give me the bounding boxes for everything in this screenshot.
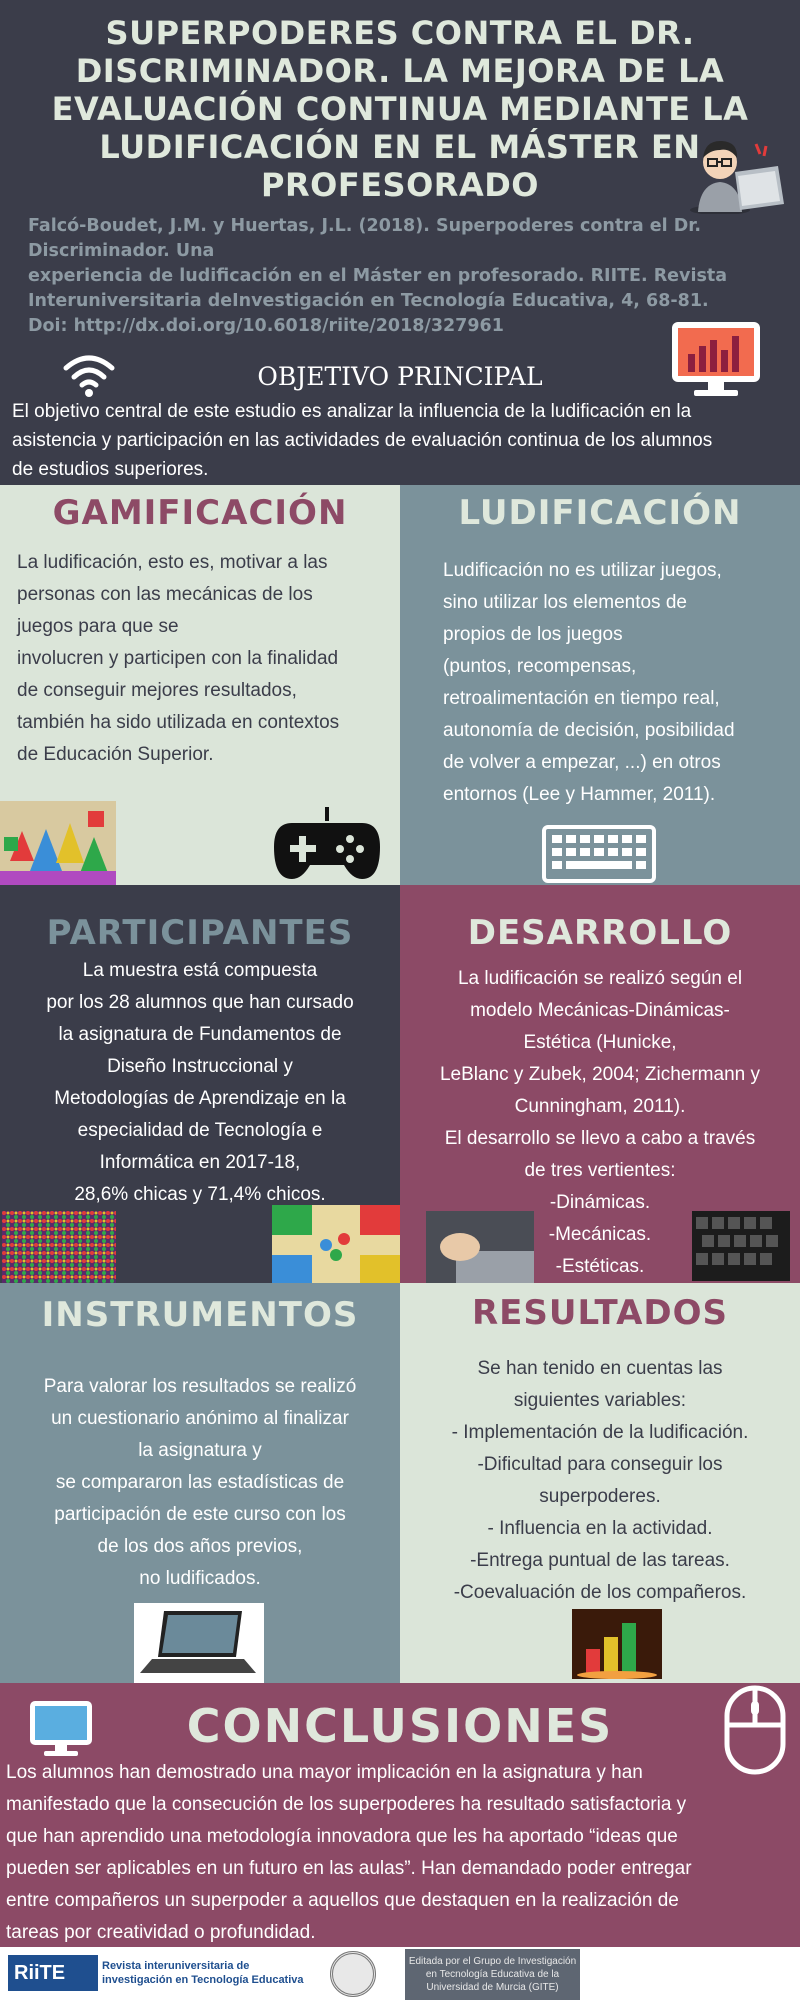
text-line: -Dinámicas. <box>549 1192 651 1213</box>
editor-line: Editada por el Grupo de Investigación <box>408 1956 577 1967</box>
text-line: la asignatura y <box>138 1440 262 1461</box>
text-line: se compararon las estadísticas de <box>55 1472 345 1493</box>
objetivo-title: OBJETIVO PRINCIPAL <box>257 362 543 391</box>
text-line: también ha sido utilizada en contextos <box>17 712 340 733</box>
riite-line: Revista interuniversitaria de <box>102 1960 250 1972</box>
participantes-text <box>12 955 388 1211</box>
citation-line: Discriminador. Una <box>28 241 215 261</box>
text-line: participación de este curso con los <box>54 1504 346 1525</box>
resultados-title: RESULTADOS <box>471 1293 729 1333</box>
ludificacion-title: LUDIFICACIÓN <box>458 493 742 533</box>
text-line: personas con las mecánicas de los <box>17 584 313 605</box>
text-line: sino utilizar los elementos de <box>443 592 687 613</box>
text-line: de Educación Superior. <box>17 744 214 765</box>
objetivo-line: de estudios superiores. <box>12 459 209 480</box>
text-line: Estética (Hunicke, <box>523 1032 677 1053</box>
text-line: siguientes variables: <box>513 1390 687 1411</box>
text-line: retroalimentación en tiempo real, <box>443 688 720 709</box>
gamepad-icon <box>272 803 382 883</box>
header-section <box>0 0 800 485</box>
resultados-text <box>408 1353 792 1609</box>
objetivo-line: El objetivo central de este estudio es analizar la influencia de la ludificación en la <box>12 401 692 422</box>
citation-line: experiencia de ludificación en el Máster en profesorado. RIITE. Revista <box>28 266 728 286</box>
text-line: tareas por creatividad o profundidad. <box>6 1922 316 1943</box>
text-line: -Coevaluación de los compañeros. <box>453 1582 747 1603</box>
text-line: un cuestionario anónimo al finalizar <box>51 1408 349 1429</box>
citation-doi[interactable]: Doi: http://dx.doi.org/10.6018/riite/2018/327961 <box>28 316 504 336</box>
text-line: Informática en 2017-18, <box>99 1152 301 1173</box>
text-line: -Estéticas. <box>555 1256 645 1277</box>
desarrollo-title: DESARROLLO <box>467 913 733 953</box>
person-at-laptop-icon <box>690 132 790 214</box>
parcheesi-board-photo <box>272 1205 400 1283</box>
instrumentos-title: INSTRUMENTOS <box>41 1295 359 1335</box>
riite-journal-name <box>102 1959 312 1987</box>
hand-on-keyboard-photo <box>426 1211 534 1283</box>
riite-line: investigación en Tecnología Educativa <box>102 1974 304 1986</box>
text-line: Para valorar los resultados se realizó <box>43 1376 357 1397</box>
text-line: de volver a empezar, ...) en otros <box>443 752 721 773</box>
keyboard-photo <box>692 1211 790 1281</box>
text-line: La muestra está compuesta <box>82 960 318 981</box>
conclusiones-text <box>6 1757 796 1949</box>
text-line: -Dificultad para conseguir los <box>477 1454 723 1475</box>
conclusiones-section <box>0 1683 800 1947</box>
text-line: por los 28 alumnos que han cursado <box>46 992 354 1013</box>
text-line: que han aprendido una metodología innovadora que les ha aportado “ideas que <box>6 1826 678 1847</box>
text-line: Cunningham, 2011). <box>514 1096 686 1117</box>
3d-bar-chart-photo <box>572 1609 662 1679</box>
desarrollo-section <box>400 885 800 1283</box>
text-line: La ludificación, esto es, motivar a las <box>17 552 328 573</box>
text-line: no ludificados. <box>139 1568 261 1589</box>
text-line: Ludificación no es utilizar juegos, <box>443 560 722 581</box>
text-line: (puntos, recompensas, <box>443 656 637 677</box>
text-line: pueden ser aplicables en un futuro en las aulas”. Han demandado poder entregar <box>6 1858 692 1879</box>
text-line: juegos para que se <box>17 616 179 637</box>
colorful-dots-photo <box>2 1211 116 1283</box>
citation-line: Falcó-Boudet, J.M. y Huertas, J.L. (2018). Superpoderes contra el Dr. <box>28 216 702 236</box>
gamificacion-title: GAMIFICACIÓN <box>52 493 348 533</box>
ludificacion-text <box>443 555 783 811</box>
editor-credit <box>405 1949 580 2000</box>
gamificacion-section <box>0 485 400 885</box>
text-line: de conseguir mejores resultados, <box>17 680 297 701</box>
text-line: de tres vertientes: <box>524 1160 676 1181</box>
resultados-section <box>400 1283 800 1683</box>
text-line: -Mecánicas. <box>548 1224 652 1245</box>
footer <box>0 1947 800 2000</box>
conclusiones-title: CONCLUSIONES <box>186 1699 614 1753</box>
gamificacion-text <box>17 547 387 771</box>
text-line: modelo Mecánicas-Dinámicas- <box>470 1000 730 1021</box>
text-line: Se han tenido en cuentas las <box>477 1358 723 1379</box>
text-line: El desarrollo se llevo a cabo a través <box>444 1128 756 1149</box>
objetivo-text <box>12 397 797 484</box>
text-line: La ludificación se realizó según el <box>457 968 743 989</box>
citation-line: Interuniversitaria deInvestigación en Tecnología Educativa, 4, 68-81. <box>28 291 709 311</box>
text-line: Metodologías de Aprendizaje en la <box>54 1088 346 1109</box>
participantes-section <box>0 885 400 1283</box>
board-game-pieces-photo <box>0 801 116 885</box>
participantes-title: PARTICIPANTES <box>46 913 354 953</box>
text-line: - Implementación de la ludificación. <box>451 1422 749 1443</box>
text-line: entornos (Lee y Hammer, 2011). <box>443 784 716 805</box>
text-line: especialidad de Tecnología e <box>77 1120 323 1141</box>
text-line: - Influencia en la actividad. <box>487 1518 713 1539</box>
text-line: de los dos años previos, <box>97 1536 303 1557</box>
editor-line: en Tecnología Educativa de la <box>425 1969 560 1980</box>
text-line: 28,6% chicas y 71,4% chicos. <box>74 1184 326 1205</box>
text-line: involucren y participen con la finalidad <box>17 648 339 669</box>
text-line: entre compañeros un superpoder a aquellos que destaquen en la realización de <box>6 1890 679 1911</box>
keyboard-icon <box>542 825 656 883</box>
text-line: superpoderes. <box>539 1486 661 1507</box>
editor-line: Universidad de Murcia (GITE) <box>426 1982 559 1993</box>
instrumentos-section <box>0 1283 400 1683</box>
text-line: la asignatura de Fundamentos de <box>58 1024 342 1045</box>
riite-logo: RiiTE <box>8 1955 98 1991</box>
objetivo-line: asistencia y participación en las actividades de evaluación continua de los alumnos <box>12 430 713 451</box>
text-line: propios de los juegos <box>443 624 623 645</box>
ludificacion-section <box>400 485 800 885</box>
laptop-photo <box>134 1603 264 1683</box>
instrumentos-text <box>12 1371 388 1595</box>
text-line: Diseño Instruccional y <box>107 1056 293 1077</box>
text-line: autonomía de decisión, posibilidad <box>443 720 735 741</box>
text-line: LeBlanc y Zubek, 2004; Zichermann y <box>439 1064 760 1085</box>
text-line: manifestado que la consecución de los superpoderes ha resultado satisfactoria y <box>6 1794 687 1815</box>
text-line: Los alumnos han demostrado una mayor implicación en la asignatura y han <box>6 1762 643 1783</box>
poster-title: SUPERPODERES CONTRA EL DR. DISCRIMINADOR. LA MEJORA DE LA EVALUACIÓN CONTINUA MEDIANTE LA LUDIFICACIÓN EN EL MÁSTER EN PROFESORADO <box>51 14 749 204</box>
citation <box>28 214 768 339</box>
university-seal <box>330 1951 376 1997</box>
text-line: -Entrega puntual de las tareas. <box>470 1550 730 1571</box>
